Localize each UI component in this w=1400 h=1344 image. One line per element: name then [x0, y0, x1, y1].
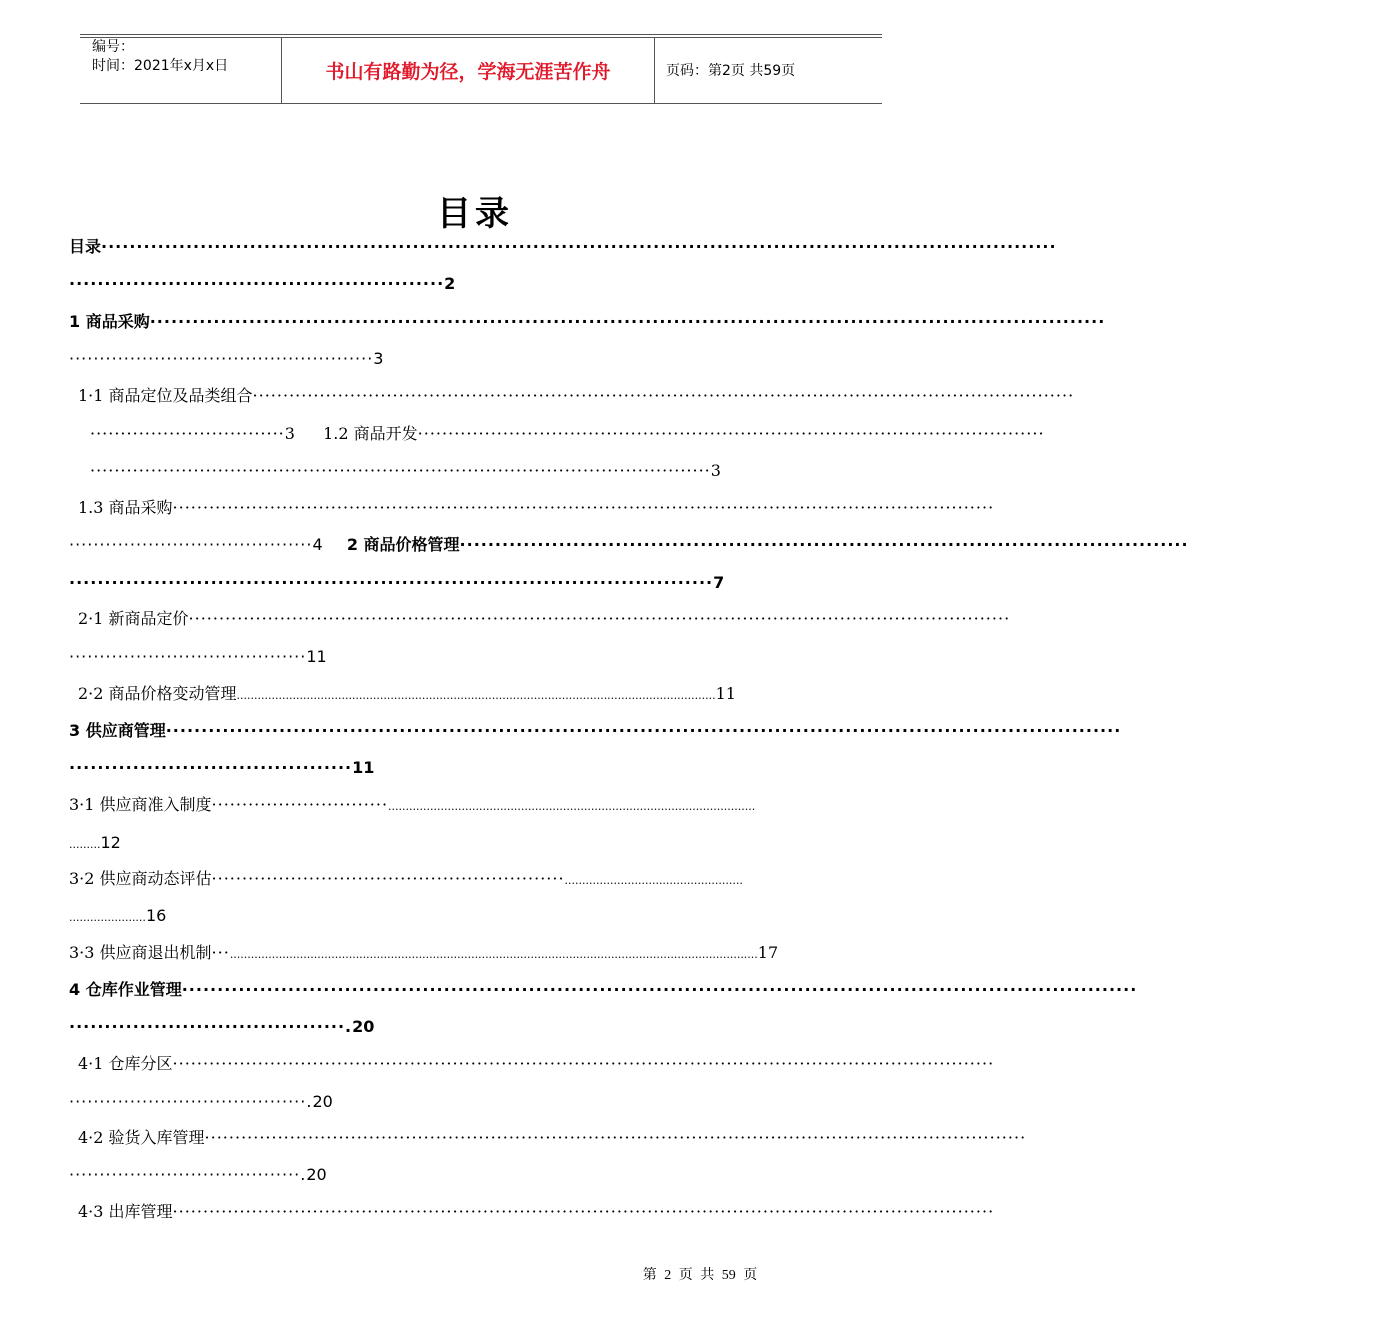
toc-entry-continued — [69, 271, 456, 297]
toc-leader: ................................................... — [564, 874, 743, 887]
toc-leader: ·······································. — [69, 1092, 313, 1111]
toc-leader: ······································································································································· — [172, 1054, 995, 1073]
toc-leader: ································ — [90, 424, 285, 443]
toc-entry-continued — [69, 532, 1189, 558]
toc-entry[interactable] — [78, 495, 995, 521]
toc-leader: ·······································. — [69, 1017, 353, 1036]
toc-leader: ······································································································································· — [172, 498, 995, 517]
toc-entry-label: 3 供应商管理 — [69, 721, 166, 740]
toc-leader: ······································································································································· — [172, 1202, 995, 1221]
toc-entry-label: 4·1 仓库分区 — [78, 1054, 173, 1073]
toc-entry-label: 1.3 商品采购 — [78, 498, 173, 517]
header-page-label: 页码：第2页 共59页 — [666, 63, 796, 79]
toc-entry-page: 20 — [312, 1092, 333, 1111]
toc-entry-page: 3 — [284, 424, 295, 443]
toc-entry-page: 7 — [713, 573, 725, 592]
toc-leader: ······································································································································· — [181, 980, 1138, 999]
toc-entry-page: 11 — [715, 684, 736, 703]
toc-entry-page: 20 — [352, 1017, 375, 1036]
toc-leader: ....................................................................................................................................................... — [229, 948, 758, 961]
toc-entry-continued — [69, 830, 189, 856]
toc-entry-label[interactable]: 2 商品价格管理 — [346, 535, 460, 554]
toc-entry-page: 3 — [373, 349, 384, 368]
toc-entry-label: 4·3 出库管理 — [78, 1202, 173, 1221]
toc-leader: ··· — [211, 943, 230, 962]
toc-entry-continued — [69, 644, 329, 670]
toc-entry-page: 2 — [444, 274, 456, 293]
toc-entry[interactable] — [78, 1051, 995, 1077]
toc-entry-label: 1 商品采购 — [69, 312, 150, 331]
toc-leader: ······································· — [69, 647, 307, 666]
toc-entry[interactable] — [78, 1125, 1027, 1151]
toc-entry[interactable] — [69, 940, 882, 966]
toc-leader: ······································································································································· — [149, 312, 1106, 331]
toc-entry-continued — [90, 458, 721, 484]
toc-entry[interactable] — [69, 718, 1122, 744]
toc-entry-label: 3·1 供应商准入制度 — [69, 795, 212, 814]
toc-leader: ········································ — [69, 535, 313, 554]
toc-entry-label: 3·2 供应商动态评估 — [69, 869, 212, 888]
toc-leader: ......... — [69, 838, 101, 851]
toc-entry-label: 目录 — [69, 237, 102, 256]
toc-entry-label: 4 仓库作业管理 — [69, 980, 182, 999]
toc-entry[interactable] — [78, 606, 1011, 632]
page-footer: 第 2 页 共 59 页 — [642, 1268, 758, 1283]
toc-entry-continued — [90, 421, 1045, 447]
toc-entry-page: 11 — [306, 647, 327, 666]
toc-leader: ······································································································································· — [188, 609, 1011, 628]
toc-leader: ······································································································ — [90, 461, 711, 480]
toc-leader: ······································································································· — [417, 424, 1045, 443]
toc-entry-label: 3·3 供应商退出机制 — [69, 943, 212, 962]
toc-leader: ......................................................................................................... — [388, 800, 756, 813]
header-date-label: 时间：2021年x月x日 — [92, 58, 229, 74]
toc-leader: ·························································· — [211, 869, 565, 888]
toc-entry[interactable] — [78, 1199, 995, 1225]
toc-entry[interactable] — [69, 234, 1057, 260]
toc-entry-continued — [69, 755, 375, 781]
toc-leader: ····················································· — [69, 274, 445, 293]
toc-entry[interactable] — [78, 383, 1075, 409]
toc-entry-label[interactable]: 1.2 商品开发 — [323, 424, 418, 443]
toc-entry-page: 12 — [100, 833, 121, 852]
toc-entry-page: 16 — [145, 906, 167, 925]
toc-leader: ····························· — [211, 795, 389, 814]
toc-entry[interactable] — [69, 866, 882, 892]
toc-leader: ·················································· — [69, 349, 374, 368]
toc-entry-continued — [69, 570, 725, 596]
toc-entry-continued — [69, 1162, 327, 1188]
toc-leader: ······································. — [69, 1165, 307, 1184]
page-title: 目录 — [437, 194, 513, 234]
toc-entry-page: 11 — [352, 758, 375, 777]
toc-leader: ······································································································· — [459, 535, 1189, 554]
toc-leader: ...................... — [69, 911, 146, 924]
toc-entry-page: 4 — [312, 535, 323, 554]
toc-entry[interactable] — [69, 309, 1106, 335]
toc-entry-continued — [69, 1089, 339, 1115]
toc-leader: ··························································································· — [69, 573, 714, 592]
header-code-label: 编号： — [92, 39, 134, 55]
toc-entry-label: 1·1 商品定位及品类组合 — [78, 386, 253, 405]
toc-leader: ········································ — [69, 758, 353, 777]
toc-entry-continued — [69, 1014, 375, 1040]
toc-entry-continued — [69, 346, 384, 372]
toc-leader: ······································································································································· — [252, 386, 1075, 405]
toc-leader: ······································································································································· — [165, 721, 1122, 740]
toc-entry-label: 2·2 商品价格变动管理 — [78, 684, 237, 703]
toc-entry-label: 4·2 验货入库管理 — [78, 1128, 205, 1147]
toc-entry-continued — [69, 903, 229, 929]
toc-entry[interactable] — [78, 681, 874, 707]
toc-leader: ......................................................................................................................................... — [236, 689, 716, 702]
toc-leader: ······································································································································· — [204, 1128, 1027, 1147]
toc-entry[interactable] — [69, 977, 1138, 1003]
toc-leader: ······································································································································· — [101, 237, 1057, 256]
toc-entry-page: 3 — [710, 461, 721, 480]
header-motto: 书山有路勤为径，学海无涯苦作舟 — [325, 61, 611, 83]
toc-entry-page: 20 — [306, 1165, 327, 1184]
toc-entry[interactable] — [69, 792, 875, 818]
toc-entry-label: 2·1 新商品定价 — [78, 609, 189, 628]
toc-entry-page: 17 — [757, 943, 779, 962]
